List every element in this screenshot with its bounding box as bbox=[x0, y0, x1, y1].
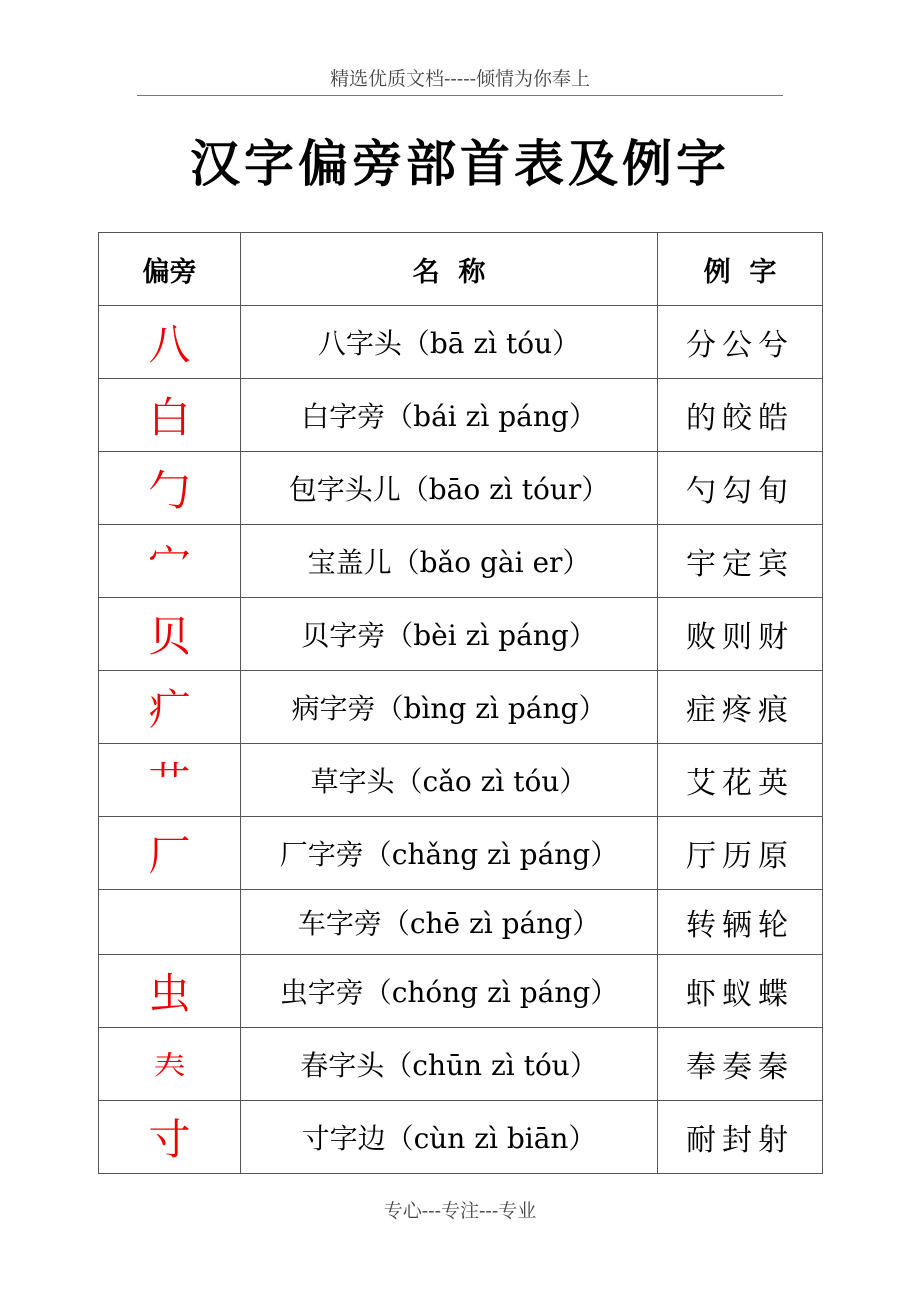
table-row bbox=[99, 1101, 823, 1174]
name-cell: 虫字旁（chóng zì páng） bbox=[241, 955, 658, 1028]
radical-cell: 宀 bbox=[99, 525, 241, 598]
page-header: 精选优质文档-----倾情为你奉上 bbox=[329, 68, 591, 90]
name-cell: 八字头（bā zì tóu） bbox=[241, 306, 658, 379]
radical-cell: 寸 bbox=[99, 1101, 241, 1174]
examples-cell: 转辆轮 bbox=[658, 890, 823, 955]
name-cell: 春字头（chūn zì tóu） bbox=[241, 1028, 658, 1101]
header-divider bbox=[137, 95, 783, 96]
radical-cell: 贝 bbox=[99, 598, 241, 671]
examples-cell: 耐封射 bbox=[658, 1101, 823, 1174]
examples-cell: 厅历原 bbox=[658, 817, 823, 890]
table-header-row bbox=[99, 233, 823, 306]
examples-cell: 艾花英 bbox=[658, 744, 823, 817]
name-cell: 草字头（cǎo zì tóu） bbox=[241, 744, 658, 817]
name-cell: 车字旁（chē zì páng） bbox=[241, 890, 658, 955]
examples-cell: 分公兮 bbox=[658, 306, 823, 379]
radical-cell bbox=[99, 890, 241, 955]
table-row bbox=[99, 744, 823, 817]
table-row bbox=[99, 817, 823, 890]
document-title: 汉字偏旁部首表及例字 bbox=[190, 135, 730, 193]
radical-cell: 疒 bbox=[99, 671, 241, 744]
radical-cell: 厂 bbox=[99, 817, 241, 890]
radical-cell: 𡗗 bbox=[99, 1028, 241, 1101]
table-row bbox=[99, 306, 823, 379]
radical-cell: 虫 bbox=[99, 955, 241, 1028]
examples-cell: 宇定宾 bbox=[658, 525, 823, 598]
radical-cell: 勹 bbox=[99, 452, 241, 525]
radical-cell: 艹 bbox=[99, 744, 241, 817]
table-row bbox=[99, 598, 823, 671]
header-radical: 偏旁 bbox=[99, 233, 241, 306]
name-cell: 厂字旁（chǎng zì páng） bbox=[241, 817, 658, 890]
examples-cell: 奉奏秦 bbox=[658, 1028, 823, 1101]
radical-cell: 八 bbox=[99, 306, 241, 379]
table-row bbox=[99, 890, 823, 955]
header-examples: 例 字 bbox=[658, 233, 823, 306]
examples-cell: 症疼痕 bbox=[658, 671, 823, 744]
name-cell: 寸字边（cùn zì biān） bbox=[241, 1101, 658, 1174]
table-row bbox=[99, 1028, 823, 1101]
table-row bbox=[99, 379, 823, 452]
table-row bbox=[99, 525, 823, 598]
table-row bbox=[99, 955, 823, 1028]
examples-cell: 败则财 bbox=[658, 598, 823, 671]
name-cell: 病字旁（bìng zì páng） bbox=[241, 671, 658, 744]
table-row bbox=[99, 671, 823, 744]
radicals-table bbox=[98, 232, 823, 1174]
table-row bbox=[99, 452, 823, 525]
examples-cell: 虾蚁蝶 bbox=[658, 955, 823, 1028]
radical-cell: 白 bbox=[99, 379, 241, 452]
name-cell: 白字旁（bái zì páng） bbox=[241, 379, 658, 452]
page-footer: 专心---专注---专业 bbox=[383, 1200, 537, 1222]
examples-cell: 勺勾旬 bbox=[658, 452, 823, 525]
examples-cell: 的皎皓 bbox=[658, 379, 823, 452]
name-cell: 宝盖儿（bǎo gài er） bbox=[241, 525, 658, 598]
name-cell: 贝字旁（bèi zì páng） bbox=[241, 598, 658, 671]
name-cell: 包字头儿（bāo zì tóur） bbox=[241, 452, 658, 525]
header-name: 名 称 bbox=[241, 233, 658, 306]
